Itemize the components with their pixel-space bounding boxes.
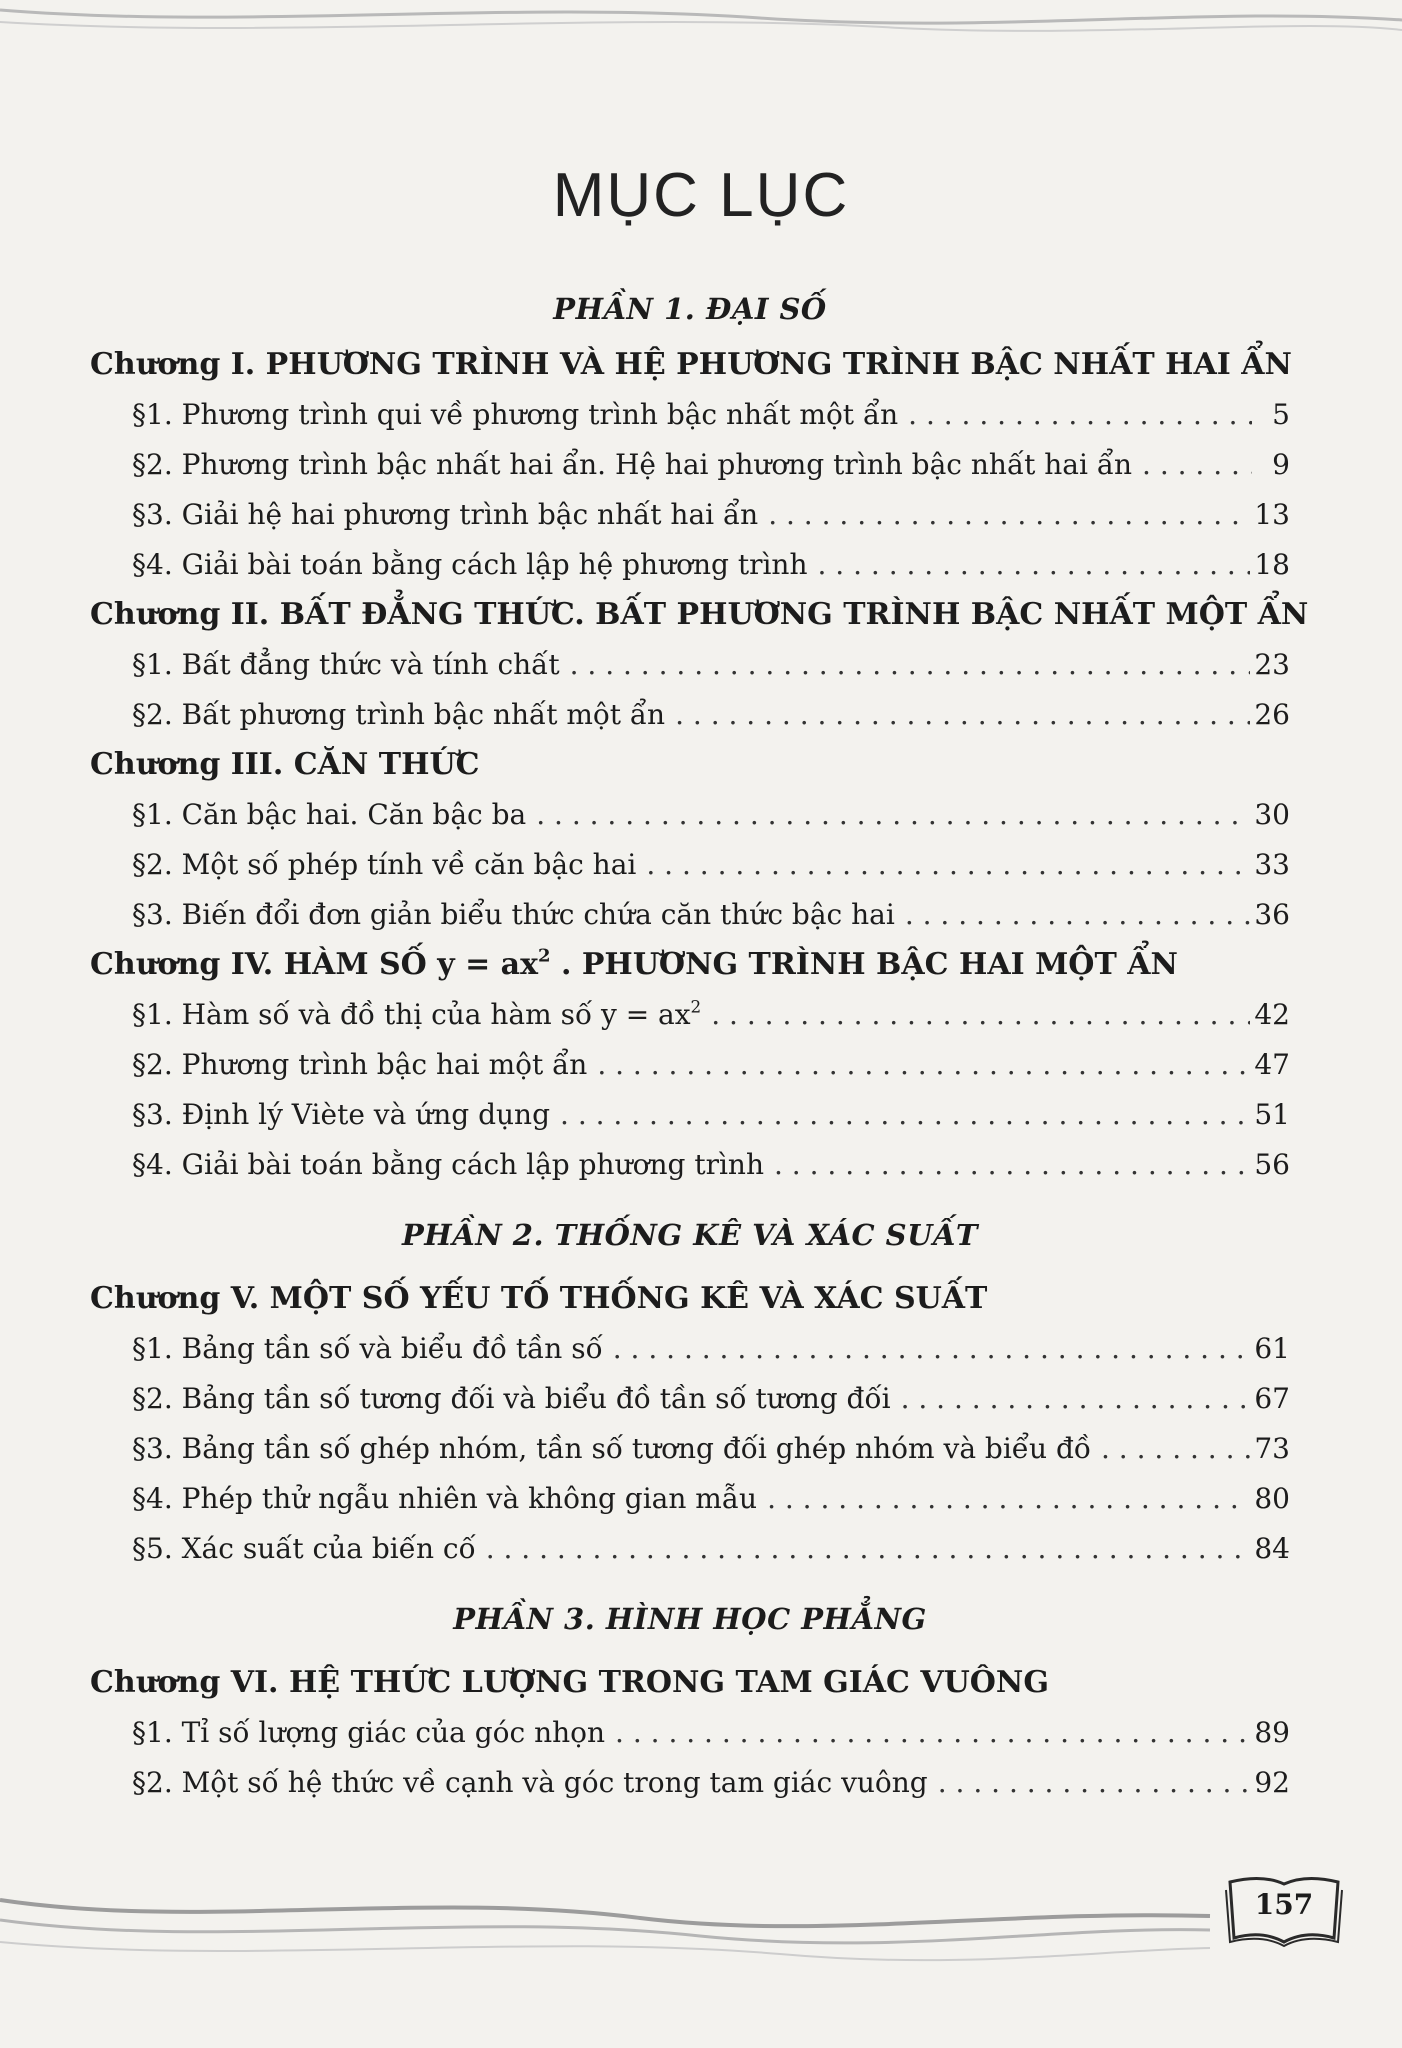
entry-page: 30 <box>1254 798 1290 831</box>
entry-title: §1. Bất đẳng thức và tính chất <box>132 648 560 681</box>
dot-leader <box>560 1090 1250 1140</box>
entry-title: §4. Giải bài toán bằng cách lập hệ phương trình <box>132 548 808 581</box>
entry-page: 23 <box>1254 648 1290 681</box>
entry-page: 9 <box>1272 448 1290 481</box>
entry-title: §1. Phương trình qui về phương trình bậc nhất một ẩn <box>132 398 899 431</box>
chapter-heading: Chương V. MỘT SỐ YẾU TỐ THỐNG KÊ VÀ XÁC SUẤT <box>90 1281 988 1316</box>
toc-entry <box>90 1524 1290 1574</box>
entry-title: §1. Bảng tần số và biểu đồ tần số <box>132 1332 603 1365</box>
entry-page: 13 <box>1254 498 1290 531</box>
dot-leader <box>818 540 1251 590</box>
entry-page: 42 <box>1254 998 1290 1031</box>
entry-page: 56 <box>1254 1148 1290 1181</box>
toc-entry <box>90 1374 1290 1424</box>
entry-title: §2. Một số phép tính về căn bậc hai <box>132 848 637 881</box>
dot-leader <box>615 1708 1250 1758</box>
superscript: 2 <box>690 996 702 1017</box>
entry-page: 47 <box>1254 1048 1290 1081</box>
bottom-wave-decoration <box>0 1870 1402 1990</box>
dot-leader <box>597 1040 1250 1090</box>
toc-entry <box>90 1324 1290 1374</box>
toc-entry <box>90 1040 1290 1090</box>
entry-title: §4. Giải bài toán bằng cách lập phương trình <box>132 1148 764 1181</box>
toc-entry <box>90 390 1290 440</box>
toc-entry <box>90 1758 1290 1808</box>
dot-leader <box>768 490 1250 540</box>
entry-page: 89 <box>1254 1716 1290 1749</box>
entry-page: 80 <box>1254 1482 1290 1515</box>
part-heading: PHẦN 1. ĐẠI SỐ <box>553 292 827 326</box>
dot-leader <box>570 640 1251 690</box>
toc-entry <box>90 890 1290 940</box>
toc-entry <box>90 490 1290 540</box>
toc-entry <box>90 440 1290 490</box>
dot-leader <box>1101 1424 1250 1474</box>
entry-page: 73 <box>1254 1432 1290 1465</box>
entry-title: §1. Tỉ số lượng giác của góc nhọn <box>132 1716 606 1749</box>
dot-leader <box>938 1758 1251 1808</box>
dot-leader <box>536 790 1250 840</box>
entry-title: §3. Giải hệ hai phương trình bậc nhất hai ẩn <box>132 498 759 531</box>
entry-page: 61 <box>1254 1332 1290 1365</box>
toc-entry <box>90 1140 1290 1190</box>
entry-page: 26 <box>1254 698 1290 731</box>
chapter-heading: Chương I. PHƯƠNG TRÌNH VÀ HỆ PHƯƠNG TRÌNH BẬC NHẤT HAI ẨN <box>90 347 1292 382</box>
entry-title: §2. Phương trình bậc hai một ẩn <box>132 1048 588 1081</box>
dot-leader <box>675 690 1250 740</box>
toc-entry <box>90 1424 1290 1474</box>
entry-page: 18 <box>1254 548 1290 581</box>
part-heading: PHẦN 3. HÌNH HỌC PHẲNG <box>453 1602 927 1636</box>
entry-title: §4. Phép thử ngẫu nhiên và không gian mẫu <box>132 1482 758 1515</box>
entry-title: §2. Bất phương trình bậc nhất một ẩn <box>132 698 666 731</box>
entry-page: 84 <box>1254 1532 1290 1565</box>
dot-leader <box>711 990 1250 1040</box>
entry-page: 5 <box>1272 398 1290 431</box>
entry-title: §1. Căn bậc hai. Căn bậc ba <box>132 798 527 831</box>
entry-title: §3. Biến đổi đơn giản biểu thức chứa căn thức bậc hai <box>132 898 895 931</box>
entry-page: 33 <box>1254 848 1290 881</box>
entry-title: §2. Một số hệ thức về cạnh và góc trong tam giác vuông <box>132 1766 928 1799</box>
entry-page: 51 <box>1254 1098 1290 1131</box>
entry-title: §3. Bảng tần số ghép nhóm, tần số tương đối ghép nhóm và biểu đồ <box>132 1432 1091 1465</box>
page-number: 157 <box>1254 1888 1314 1921</box>
dot-leader <box>1142 440 1252 490</box>
chapter-heading <box>90 940 1290 990</box>
chapter-heading: Chương VI. HỆ THỨC LƯỢNG TRONG TAM GIÁC VUÔNG <box>90 1665 1049 1700</box>
dot-leader <box>905 890 1251 940</box>
toc-entry <box>90 840 1290 890</box>
toc-entry <box>90 1708 1290 1758</box>
entry-title <box>132 990 701 1040</box>
page-title: MỤC LỤC <box>552 161 850 230</box>
dot-leader <box>767 1474 1250 1524</box>
toc-entry <box>90 790 1290 840</box>
toc-entry <box>90 1090 1290 1140</box>
dot-leader <box>908 390 1252 440</box>
top-wave-decoration <box>0 0 1402 60</box>
entry-page: 67 <box>1254 1382 1290 1415</box>
toc-entry <box>90 540 1290 590</box>
entry-title-part: §1. Hàm số và đồ thị của hàm số y = ax <box>132 998 691 1031</box>
entry-page: 92 <box>1254 1766 1290 1799</box>
entry-title: §3. Định lý Viète và ứng dụng <box>132 1098 551 1131</box>
superscript: 2 <box>538 945 551 967</box>
toc-entry <box>90 990 1290 1040</box>
part-heading: PHẦN 2. THỐNG KÊ VÀ XÁC SUẤT <box>401 1218 978 1252</box>
toc-entry <box>90 1474 1290 1524</box>
chapter-title-part: . PHƯƠNG TRÌNH BẬC HAI MỘT ẨN <box>550 947 1178 982</box>
dot-leader <box>901 1374 1251 1424</box>
table-of-contents <box>90 278 1309 1808</box>
dot-leader <box>774 1140 1250 1190</box>
entry-title: §2. Bảng tần số tương đối và biểu đồ tần số tương đối <box>132 1382 891 1415</box>
chapter-title-part: Chương IV. HÀM SỐ y = ax <box>90 947 538 982</box>
dot-leader <box>486 1524 1251 1574</box>
toc-entry <box>90 640 1290 690</box>
chapter-heading: Chương II. BẤT ĐẲNG THỨC. BẤT PHƯƠNG TRÌNH BẬC NHẤT MỘT ẨN <box>90 597 1309 632</box>
entry-page: 36 <box>1254 898 1290 931</box>
entry-title: §5. Xác suất của biến cố <box>132 1532 476 1565</box>
toc-entry <box>90 690 1290 740</box>
entry-title: §2. Phương trình bậc nhất hai ẩn. Hệ hai phương trình bậc nhất hai ẩn <box>132 448 1133 481</box>
chapter-heading: Chương III. CĂN THỨC <box>90 747 480 782</box>
dot-leader <box>646 840 1250 890</box>
dot-leader <box>613 1324 1251 1374</box>
